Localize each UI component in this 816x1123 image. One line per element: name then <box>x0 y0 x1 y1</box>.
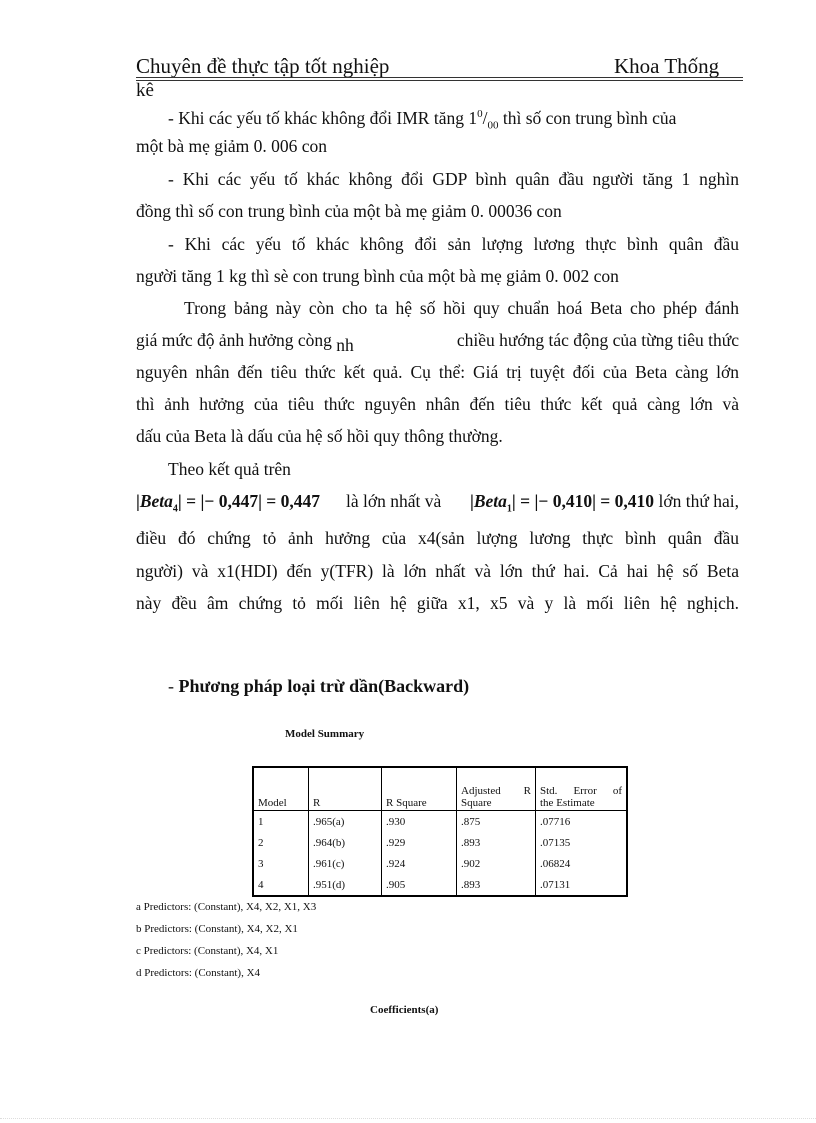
header-line: the Estimate <box>540 797 595 809</box>
cell: 4 <box>253 874 309 896</box>
footnote-b: b Predictors: (Constant), X4, X2, X1 <box>136 923 298 935</box>
header-r: R <box>309 767 382 811</box>
paragraph-conclusion-line1: điều đó chứng tỏ ảnh hưởng của x4(sản lượng lương thực bình quân đầu <box>136 528 739 548</box>
paragraph-food-line1: - Khi các yếu tố khác không đổi sản lượng lương thực bình quân đầu <box>168 234 739 254</box>
footnote-c: c Predictors: (Constant), X4, X1 <box>136 945 279 957</box>
paragraph-beta-line1: Trong bảng này còn cho ta hệ số hồi quy chuẩn hoá Beta cho phép đánh <box>184 298 739 318</box>
table-row <box>253 832 627 853</box>
text: thì số con trung bình của <box>498 107 677 128</box>
cell: .951(d) <box>309 874 382 896</box>
heading-title: Phương pháp loại trừ dần(Backward) <box>178 676 470 696</box>
cell: .924 <box>382 853 457 874</box>
paragraph-beta-line4: thì ảnh hưởng của tiêu thức nguyên nhân đến tiêu thức kết quả càng lớn và <box>136 394 739 414</box>
paragraph-results-intro: Theo kết quả trên <box>168 459 291 479</box>
header-line: Std. Error of <box>540 785 622 797</box>
paragraph-imr-line2: một bà mẹ giảm 0. 006 con <box>136 136 328 156</box>
header-left-title: Chuyên đề thực tập tốt nghiệp <box>136 54 390 78</box>
paragraph-beta-line5: dấu của Beta là dấu của hệ số hồi quy thông thường. <box>136 426 503 446</box>
heading-dash: - <box>168 676 179 696</box>
header-model: Model <box>253 767 309 811</box>
text-fragment: nh <box>336 335 354 355</box>
model-summary-table <box>252 766 628 897</box>
paragraph-gdp-line2: đồng thì số con trung bình của một bà mẹ giảm 0. 00036 con <box>136 201 562 221</box>
section-heading <box>168 676 469 697</box>
paragraph-conclusion-line3: này đều âm chứng tỏ mối liên hệ giữa x1, x5 và y là mối liên hệ nghịch. <box>136 593 739 613</box>
text: lớn thứ hai, <box>658 491 739 511</box>
table-header-row <box>253 767 627 811</box>
cell: .965(a) <box>309 811 382 833</box>
subscript: 00 <box>487 119 499 132</box>
paragraph-beta-line2 <box>136 330 739 355</box>
header-std-error <box>536 767 628 811</box>
footnote-d: d Predictors: (Constant), X4 <box>136 967 261 979</box>
cell: .06824 <box>536 853 628 874</box>
cell: .893 <box>457 874 536 896</box>
text: - Khi các yếu tố khác không đổi IMR tăng 1 <box>168 107 478 128</box>
superscript: 0 <box>477 108 483 120</box>
header-rule-bottom <box>136 80 743 81</box>
header-rule-top <box>136 77 743 78</box>
paragraph-conclusion-line2: người) và x1(HDI) đến y(TFR) là lớn nhất và lớn thứ hai. Cả hai hệ số Beta <box>136 561 739 581</box>
cell: 1 <box>253 811 309 833</box>
table-row <box>253 874 627 896</box>
table-row <box>253 811 627 833</box>
cell: .875 <box>457 811 536 833</box>
text: giá mức độ ảnh hưởng còng <box>136 330 332 350</box>
beta1-value: | = |− 0,410| = 0,410 <box>511 491 655 511</box>
cell: .905 <box>382 874 457 896</box>
cell: .929 <box>382 832 457 853</box>
table-row <box>253 853 627 874</box>
header-line: Square <box>461 797 492 809</box>
slash: / <box>482 107 488 128</box>
cell: .902 <box>457 853 536 874</box>
cell: .961(c) <box>309 853 382 874</box>
text: là lớn nhất và <box>346 491 442 511</box>
beta1-symbol: Beta <box>473 491 507 511</box>
cell: .07131 <box>536 874 628 896</box>
beta4-formula: |Beta$_4$| = |− 0,447| = 0,447 <box>136 491 321 515</box>
text: chiều hướng tác động của từng tiêu thức <box>456 330 739 350</box>
cell: .930 <box>382 811 457 833</box>
beta4-subscript: 4 <box>172 503 178 515</box>
coefficients-caption: Coefficients(a) <box>370 1004 439 1016</box>
footnote-a: a Predictors: (Constant), X4, X2, X1, X3 <box>136 901 317 913</box>
cell: 2 <box>253 832 309 853</box>
header-line: Adjusted R <box>461 785 531 797</box>
paragraph-imr-line1 <box>136 104 739 135</box>
header-r-square: R Square <box>382 767 457 811</box>
beta1-subscript: 1 <box>506 503 512 515</box>
beta-formula-line <box>136 491 739 520</box>
cell: .07716 <box>536 811 628 833</box>
cell: 3 <box>253 853 309 874</box>
cell: .893 <box>457 832 536 853</box>
header-right-title: Khoa Thống <box>614 54 720 78</box>
model-summary-caption: Model Summary <box>285 728 365 740</box>
header-adjusted-r-square <box>457 767 536 811</box>
page-bottom-dotted-line <box>0 1118 816 1119</box>
paragraph-beta-line3: nguyên nhân đến tiêu thức kết quả. Cụ thể: Giá trị tuyệt đối của Beta càng lớn <box>136 362 739 382</box>
cell: .964(b) <box>309 832 382 853</box>
beta4-symbol: Beta <box>139 491 173 511</box>
beta1-formula: |Beta$_1$| = |− 0,410| = 0,410 <box>470 491 655 515</box>
paragraph-gdp-line1: - Khi các yếu tố khác không đổi GDP bình quân đầu người tăng 1 nghìn <box>168 169 739 189</box>
paragraph-food-line2: người tăng 1 kg thì sè con trung bình của một bà mẹ giảm 0. 002 con <box>136 266 619 286</box>
header-continuation: kê <box>136 80 154 101</box>
beta4-value: | = |− 0,447| = 0,447 <box>177 491 321 511</box>
cell: .07135 <box>536 832 628 853</box>
